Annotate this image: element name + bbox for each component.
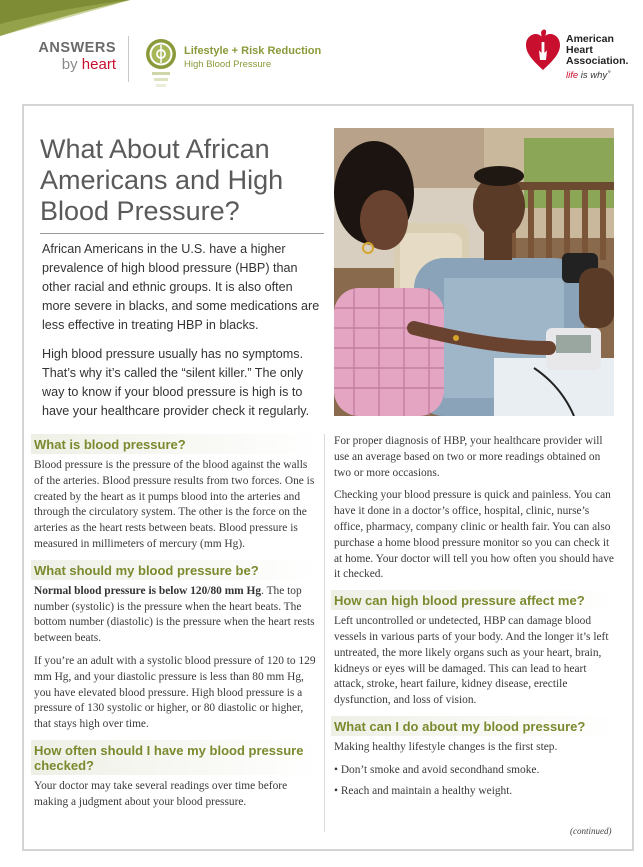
corner-swoosh-decoration: [0, 0, 130, 36]
section-heading: What can I do about my blood pressure?: [331, 716, 618, 736]
heart-torch-icon: [524, 28, 562, 72]
title-divider: [40, 233, 324, 234]
paragraph: Blood pressure is the pressure of the blood against the walls of the arteries. Blood pressure results from two forces. One is created by the heart as it pumps blood into the arteries and through the circulatory system. The other is the force on the arteries as the heart rests between beats. Blood pressure is measured in millimeters of mercury (mm Hg).: [34, 459, 315, 550]
right-column: [334, 434, 618, 806]
continued-note: (continued): [570, 826, 612, 836]
category-label: [184, 44, 321, 71]
paragraph: For proper diagnosis of HBP, your healthcare provider will use an average based on two or more readings obtained on two or more occasions.: [334, 435, 603, 479]
section-heading: How can high blood pressure affect me?: [331, 590, 618, 610]
american-heart-association-logo: [524, 28, 636, 88]
column-divider: [324, 434, 325, 832]
section-what-can-i-do: [334, 716, 618, 799]
intro-paragraph-2: High blood pressure usually has no symptoms. That’s why it’s called the “silent killer.” The only way to know if your blood pressure is high is to have your healthcare provider check it regularly.: [42, 347, 310, 418]
category-subtitle: High Blood Pressure: [184, 59, 272, 70]
section-heading: How often should I have my blood pressure checked?: [31, 740, 317, 775]
section-how-can-hbp-affect: [334, 590, 618, 709]
medal-icon: [145, 38, 177, 88]
section-heading: What should my blood pressure be?: [31, 560, 317, 580]
section-what-should-bp-be: [34, 560, 317, 733]
intro-paragraph-1: African Americans in the U.S. have a higher prevalence of high blood pressure (HBP) than other racial and ethnic groups. It is also often more severe in blacks, and some medications are less effective in treating HBP in blacks.: [42, 242, 320, 332]
paragraph: If you’re an adult with a systolic blood pressure of 120 to 129 mm Hg, and your diastolic pressure is less than 80 mm Hg, you have elevated blood pressure. High blood pressure is a pressure of 130 systolic or higher, or 80 diastolic or higher, that stays high over time.: [34, 654, 316, 731]
aha-tagline: life is why˚: [566, 70, 611, 81]
section-what-is-bp: [34, 434, 317, 553]
paragraph: Your doctor may take several readings over time before making a judgment about your blood pressure.: [34, 779, 288, 808]
category-title: Lifestyle + Risk Reduction: [184, 45, 322, 57]
bullet-item: • Don’t smoke and avoid secondhand smoke.: [334, 763, 540, 776]
section-how-often: [34, 740, 317, 811]
normal-bp-statement: Normal blood pressure is below 120/80 mm Hg: [34, 584, 262, 597]
left-column: [34, 434, 317, 818]
blood-pressure-check-photo: [334, 128, 614, 416]
brand-by-heart: by heart: [61, 56, 116, 73]
brand-answers: ANSWERS: [38, 40, 116, 56]
answers-by-heart-logo: [18, 40, 116, 73]
paragraph: Checking your blood pressure is quick and painless. You can have it done in a doctor’s office, hospital, clinic, nurse’s office, pharmacy, company clinic or health fair. You can also purchase a home blood pressure monitor so you can check it at home. Your doctor will tell you how often you should have it checked.: [334, 489, 614, 581]
header-divider: [128, 36, 129, 82]
paragraph: Normal blood pressure is below 120/80 mm Hg. The top number (systolic) is the pressure when the heart beats. The bottom number (diastolic) is the pressure when the heart rests between beats.: [34, 584, 315, 645]
section-heading: What is blood pressure?: [31, 434, 317, 454]
paragraph: Left uncontrolled or undetected, HBP can damage blood vessels in various parts of your body. And the longer it’s left untreated, the more likely organs such as your heart, brain, kidneys or eyes will be damaged. This can lead to heart attack, stroke, heart failure, kidney disease, erectile dysfunction, and loss of vision.: [334, 615, 609, 707]
page-title: What About African Americans and High Blood Pressure?: [40, 134, 284, 226]
paragraph: Making healthy lifestyle changes is the first step.: [334, 740, 558, 753]
aha-name: American Heart Association.: [566, 33, 629, 67]
bullet-item: • Reach and maintain a healthy weight.: [334, 784, 513, 797]
